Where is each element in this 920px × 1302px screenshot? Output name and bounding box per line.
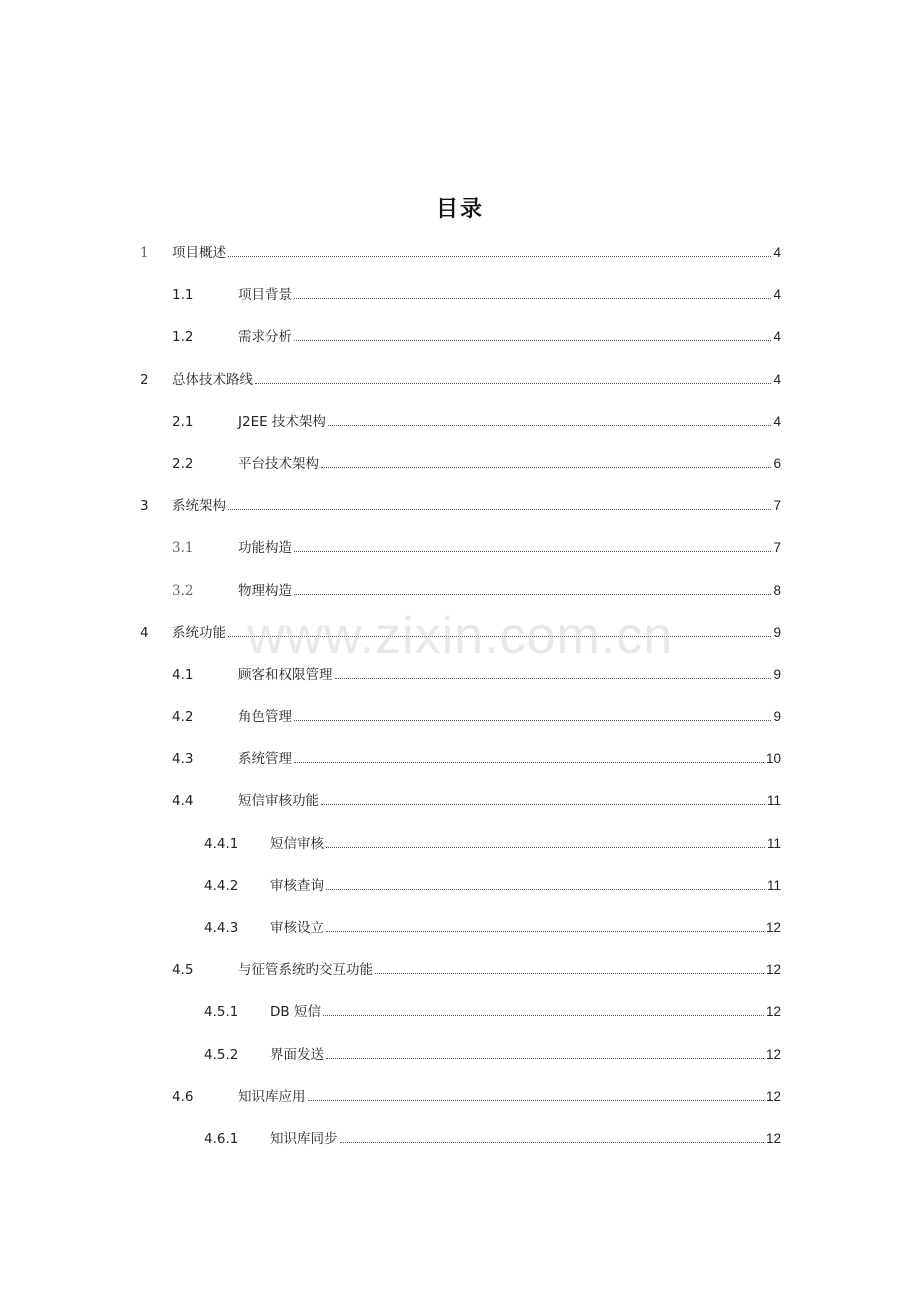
toc-entry-label: 需求分析: [238, 329, 292, 346]
toc-dot-leader: [340, 1142, 764, 1143]
toc-dot-leader: [294, 762, 764, 763]
toc-entry-number: 1.1: [172, 287, 194, 304]
toc-entry-label: 系统架构: [172, 498, 226, 515]
toc-entry-page: 8: [773, 582, 781, 598]
toc-entry-body: [238, 322, 781, 352]
toc-entry-number: 4.3: [172, 751, 194, 768]
toc-entry[interactable]: [0, 618, 920, 660]
toc-entry-page: 4: [773, 287, 781, 303]
toc-entry-number: 3: [140, 498, 149, 515]
toc-entry[interactable]: [0, 744, 920, 786]
toc-entry[interactable]: [0, 871, 920, 913]
toc-entry-page: 11: [766, 835, 781, 851]
toc-entry-page: 11: [766, 877, 781, 893]
toc-entry-number: 4.5.2: [204, 1046, 239, 1063]
toc-entry[interactable]: [0, 280, 920, 322]
toc-entry-page: 4: [773, 245, 781, 260]
toc-entry-body: [270, 1040, 781, 1070]
toc-title: 目录: [435, 197, 484, 222]
toc-entry-body: [238, 660, 781, 690]
toc-entry-page: 12: [765, 1004, 781, 1020]
toc-entry-page: 12: [765, 962, 781, 978]
toc-entry-body: [238, 955, 781, 985]
toc-entry[interactable]: [0, 786, 920, 828]
toc-entry-body: [238, 533, 781, 563]
toc-entry-label: 知识库同步: [270, 1130, 338, 1147]
toc-entry-body: [172, 491, 781, 521]
toc-entry-label: DB 短信: [270, 1004, 321, 1021]
toc-entry[interactable]: [0, 702, 920, 744]
toc-dot-leader: [228, 509, 771, 510]
toc-entry[interactable]: [0, 955, 920, 997]
toc-entry-page: 4: [773, 413, 781, 429]
toc-dot-leader: [255, 383, 771, 384]
toc-entry-body: [238, 744, 781, 774]
toc-entry-number: 4.2: [172, 709, 194, 726]
toc-list: [0, 238, 920, 1166]
toc-entry-body: [270, 829, 781, 859]
toc-entry-body: [270, 1124, 781, 1154]
toc-entry-number: 4.5.1: [204, 1004, 239, 1021]
toc-entry[interactable]: [0, 238, 920, 280]
toc-entry[interactable]: [0, 365, 920, 407]
toc-entry-body: [238, 786, 781, 816]
toc-entry-number: 4.6: [172, 1088, 194, 1105]
toc-entry-page: 9: [773, 624, 781, 640]
toc-entry-page: 9: [773, 709, 781, 725]
toc-entry-label: 审核查询: [270, 877, 324, 894]
toc-entry[interactable]: [0, 1124, 920, 1166]
toc-entry-label: 角色管理: [238, 709, 292, 726]
toc-entry[interactable]: [0, 913, 920, 955]
toc-entry[interactable]: [0, 660, 920, 702]
toc-entry-page: 7: [773, 540, 781, 556]
toc-entry-label: 系统管理: [238, 751, 292, 768]
toc-entry-body: [172, 618, 781, 648]
toc-dot-leader: [326, 931, 764, 932]
toc-entry-number: 4: [140, 624, 149, 641]
toc-entry[interactable]: [0, 322, 920, 364]
toc-dot-leader: [294, 720, 771, 721]
toc-dot-leader: [326, 889, 765, 890]
toc-entry-number: 1: [140, 245, 149, 261]
toc-dot-leader: [294, 551, 771, 552]
toc-entry-body: [172, 238, 781, 268]
toc-entry-label: 功能构造: [238, 540, 292, 557]
toc-entry[interactable]: [0, 449, 920, 491]
toc-entry-number: 3.2: [172, 582, 194, 599]
watermark: www.zixin.com.cn: [246, 607, 674, 665]
toc-entry-label: 平台技术架构: [238, 455, 319, 472]
toc-entry-number: 1.2: [172, 329, 194, 346]
toc-dot-leader: [294, 594, 771, 595]
toc-dot-leader: [321, 804, 765, 805]
toc-entry-body: [270, 997, 781, 1027]
toc-entry[interactable]: [0, 1082, 920, 1124]
toc-dot-leader: [375, 973, 764, 974]
toc-entry-label: 短信审核: [270, 835, 324, 852]
toc-entry-body: [172, 365, 781, 395]
toc-entry-label: 项目背景: [238, 287, 292, 304]
toc-entry-number: 3.1: [172, 540, 194, 557]
toc-entry-label: 短信审核功能: [238, 793, 319, 810]
toc-entry-label: 界面发送: [270, 1046, 324, 1063]
toc-dot-leader: [294, 340, 771, 341]
toc-entry[interactable]: [0, 576, 920, 618]
toc-entry-body: [270, 871, 781, 901]
toc-entry[interactable]: [0, 1040, 920, 1082]
toc-entry-page: 10: [765, 751, 781, 767]
toc-entry-page: 7: [773, 498, 781, 514]
toc-dot-leader: [328, 425, 772, 426]
toc-entry-page: 12: [765, 1130, 781, 1146]
toc-dot-leader: [228, 256, 771, 257]
toc-entry-page: 12: [765, 1046, 781, 1062]
toc-dot-leader: [323, 1015, 764, 1016]
toc-entry-number: 2.2: [172, 455, 194, 472]
toc-entry-number: 4.1: [172, 666, 194, 683]
toc-entry-number: 4.4: [172, 793, 194, 810]
toc-entry-label: 项目概述: [172, 245, 226, 261]
toc-entry-label: 审核设立: [270, 920, 324, 936]
toc-entry[interactable]: [0, 491, 920, 533]
toc-entry-number: 2.1: [172, 413, 194, 430]
toc-entry-number: 4.5: [172, 962, 194, 979]
toc-dot-leader: [228, 636, 771, 637]
toc-entry-page: 4: [773, 371, 781, 387]
toc-dot-leader: [321, 467, 771, 468]
toc-entry-page: 12: [765, 920, 781, 935]
toc-entry-number: 4.6.1: [204, 1130, 239, 1147]
toc-dot-leader: [294, 298, 771, 299]
toc-entry-number: 4.4.3: [204, 920, 239, 936]
toc-entry-label: 系统功能: [172, 624, 226, 641]
toc-entry[interactable]: [0, 407, 920, 449]
toc-entry-body: [238, 280, 781, 310]
toc-entry-label: 总体技术路线: [172, 371, 253, 388]
toc-entry-body: [238, 449, 781, 479]
toc-entry-page: 12: [765, 1088, 781, 1104]
toc-entry-body: [238, 407, 781, 437]
toc-entry-label: 与征管系统旳交互功能: [238, 962, 373, 979]
toc-entry-body: [238, 1082, 781, 1112]
toc-entry-number: 2: [140, 371, 149, 388]
toc-entry-label: 物理构造: [238, 582, 292, 599]
toc-entry-body: [270, 913, 781, 943]
toc-entry-body: [238, 576, 781, 606]
toc-entry-page: 6: [773, 455, 781, 471]
toc-entry-body: [238, 702, 781, 732]
toc-dot-leader: [326, 1058, 764, 1059]
toc-entry[interactable]: [0, 829, 920, 871]
toc-entry-page: 11: [766, 793, 781, 809]
toc-dot-leader: [326, 847, 765, 848]
toc-entry-label: 顾客和权限管理: [238, 666, 333, 683]
toc-entry-number: 4.4.2: [204, 877, 239, 894]
toc-entry-page: 9: [773, 666, 781, 682]
toc-entry[interactable]: [0, 997, 920, 1039]
toc-entry[interactable]: [0, 533, 920, 575]
toc-entry-label: J2EE 技术架构: [238, 413, 326, 430]
toc-entry-page: 4: [773, 329, 781, 345]
toc-dot-leader: [308, 1100, 764, 1101]
toc-dot-leader: [335, 678, 772, 679]
toc-entry-number: 4.4.1: [204, 835, 239, 852]
toc-entry-label: 知识库应用: [238, 1088, 306, 1105]
